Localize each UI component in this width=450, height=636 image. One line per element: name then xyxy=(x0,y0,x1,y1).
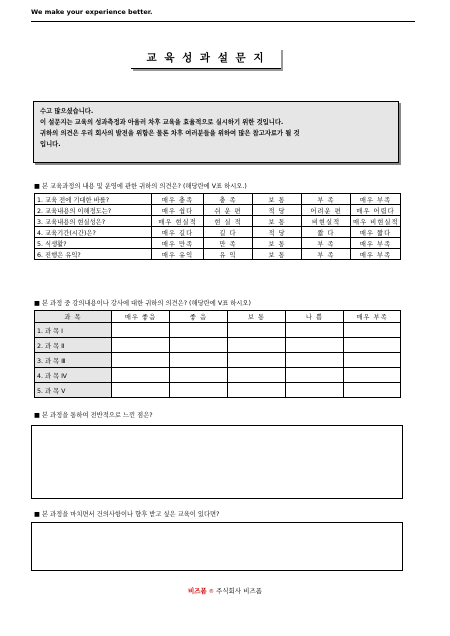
question-label: 4. 교육기간(시간)은? xyxy=(35,227,152,238)
brand-logo: 비즈폼 xyxy=(187,587,207,595)
rating-checkbox-cell[interactable] xyxy=(112,338,170,353)
greeting-line: 이 설문지는 교육의 성과측정과 아울러 차후 교육을 효율적으로 실시하기 위한 것입니다. xyxy=(40,119,284,126)
rating-option-cell[interactable]: 보 통 xyxy=(253,194,302,205)
question-label: 5. 식생활? xyxy=(35,238,152,249)
rating-option-cell[interactable]: 보 통 xyxy=(253,249,302,260)
rating-checkbox-cell[interactable] xyxy=(228,383,286,398)
rating-option-cell[interactable]: 매우 쉽다 xyxy=(152,205,204,216)
evaluation-row xyxy=(35,216,401,227)
rating-checkbox-cell[interactable] xyxy=(344,338,401,353)
rating-option-cell[interactable]: 길 다 xyxy=(204,227,253,238)
rating-option-cell[interactable]: 매우 어렵다 xyxy=(351,205,401,216)
section2-heading: ■ 본 과정 중 강의내용이나 강사에 대한 귀하의 의견은? (해당란에 V표 하시오) xyxy=(34,300,251,307)
rating-checkbox-cell[interactable] xyxy=(228,368,286,383)
subject-row xyxy=(35,338,401,353)
rating-option-cell[interactable]: 매우 부족 xyxy=(351,249,401,260)
question-label: 6. 진행은 유익? xyxy=(35,249,152,260)
rating-option-cell[interactable]: 보 통 xyxy=(253,216,302,227)
question-label: 3. 교육내용의 현실성은? xyxy=(35,216,152,227)
rating-option-cell[interactable]: 현 실 적 xyxy=(204,216,253,227)
rating-checkbox-cell[interactable] xyxy=(112,383,170,398)
rating-checkbox-cell[interactable] xyxy=(228,338,286,353)
subject-row xyxy=(35,323,401,338)
section3-heading: ■ 본 과정을 통하여 전반적으로 느낀 점은? xyxy=(34,412,153,419)
rating-checkbox-cell[interactable] xyxy=(228,353,286,368)
rating-option-cell[interactable]: 부 족 xyxy=(302,238,351,249)
subject-label: 4. 과 목 Ⅳ xyxy=(35,368,112,383)
rating-checkbox-cell[interactable] xyxy=(112,368,170,383)
rating-option-cell[interactable]: 보 통 xyxy=(253,238,302,249)
section4-heading: ■ 본 과정을 마치면서 건의사항이나 향후 받고 싶은 교육이 있다면? xyxy=(34,511,220,518)
subject-label: 3. 과 목 Ⅲ xyxy=(35,353,112,368)
evaluation-row xyxy=(35,205,401,216)
suggestion-answer-box[interactable] xyxy=(31,522,403,571)
registered-mark-icon: ® xyxy=(208,589,214,595)
subject-row xyxy=(35,368,401,383)
header-divider xyxy=(31,21,415,22)
greeting-line: 입니다. xyxy=(40,141,61,148)
evaluation-row xyxy=(35,194,401,205)
question-label: 2. 교육내용의 이해정도는? xyxy=(35,205,152,216)
header-subject: 과 목 xyxy=(35,311,112,323)
section1-heading: ■ 본 교육과정의 내용 및 운영에 관한 귀하의 의견은? (해당란에 V표 하시오.) xyxy=(34,183,247,190)
overall-impression-answer-box[interactable] xyxy=(31,425,403,499)
rating-option-cell[interactable]: 매우 유익 xyxy=(152,249,204,260)
rating-option-cell[interactable]: 매우 비현실적 xyxy=(351,216,401,227)
subject-label: 2. 과 목 Ⅱ xyxy=(35,338,112,353)
rating-checkbox-cell[interactable] xyxy=(286,338,344,353)
rating-option-cell[interactable]: 매우 부족 xyxy=(351,194,401,205)
rating-checkbox-cell[interactable] xyxy=(170,383,228,398)
evaluation-row xyxy=(35,238,401,249)
rating-option-cell[interactable]: 어려운 편 xyxy=(302,205,351,216)
rating-checkbox-cell[interactable] xyxy=(286,353,344,368)
subject-row xyxy=(35,383,401,398)
rating-option-cell[interactable]: 매우 길다 xyxy=(152,227,204,238)
header-very-good: 매우 좋음 xyxy=(112,311,170,323)
rating-checkbox-cell[interactable] xyxy=(170,368,228,383)
rating-checkbox-cell[interactable] xyxy=(286,323,344,338)
header-average: 보 통 xyxy=(228,311,286,323)
rating-checkbox-cell[interactable] xyxy=(170,338,228,353)
rating-option-cell[interactable]: 매우 부족 xyxy=(351,238,401,249)
rating-checkbox-cell[interactable] xyxy=(228,323,286,338)
rating-checkbox-cell[interactable] xyxy=(112,353,170,368)
rating-option-cell[interactable]: 쉬 운 편 xyxy=(204,205,253,216)
greeting-line: 수고 많으셨습니다. xyxy=(40,108,94,115)
company-name: 주식회사 비즈폼 xyxy=(215,587,263,595)
evaluation-row xyxy=(35,249,401,260)
rating-checkbox-cell[interactable] xyxy=(344,368,401,383)
rating-checkbox-cell[interactable] xyxy=(286,368,344,383)
question-label: 1. 교육 전에 기대한 바를? xyxy=(35,194,152,205)
rating-checkbox-cell[interactable] xyxy=(170,323,228,338)
rating-checkbox-cell[interactable] xyxy=(112,323,170,338)
header-bad: 나 쁨 xyxy=(286,311,344,323)
evaluation-row xyxy=(35,227,401,238)
rating-option-cell[interactable]: 적 당 xyxy=(253,227,302,238)
greeting-line: 귀하의 의견은 우리 회사의 발전을 위함은 물론 차후 여러분들을 위하여 많은 참고자료가 될 것 xyxy=(40,130,300,137)
rating-checkbox-cell[interactable] xyxy=(286,383,344,398)
tagline: We make your experience better. xyxy=(31,8,153,16)
rating-checkbox-cell[interactable] xyxy=(170,353,228,368)
instructor-evaluation-table xyxy=(34,310,401,398)
page-title: 교 육 성 과 설 문 지 xyxy=(131,48,281,69)
rating-option-cell[interactable]: 만 족 xyxy=(204,238,253,249)
rating-option-cell[interactable]: 부 족 xyxy=(302,194,351,205)
rating-checkbox-cell[interactable] xyxy=(344,353,401,368)
rating-option-cell[interactable]: 충 족 xyxy=(204,194,253,205)
header-good: 좋 음 xyxy=(170,311,228,323)
subject-label: 5. 과 목 Ⅴ xyxy=(35,383,112,398)
rating-option-cell[interactable]: 매우 짧다 xyxy=(351,227,401,238)
subject-label: 1. 과 목 Ⅰ xyxy=(35,323,112,338)
rating-option-cell[interactable]: 비현실적 xyxy=(302,216,351,227)
header-very-poor: 매우 부족 xyxy=(344,311,401,323)
rating-option-cell[interactable]: 적 당 xyxy=(253,205,302,216)
rating-option-cell[interactable]: 유 익 xyxy=(204,249,253,260)
subject-row xyxy=(35,353,401,368)
greeting-box xyxy=(33,101,399,163)
rating-option-cell[interactable]: 매우 충족 xyxy=(152,194,204,205)
footer xyxy=(0,586,450,595)
rating-option-cell[interactable]: 매우 만족 xyxy=(152,238,204,249)
rating-checkbox-cell[interactable] xyxy=(344,323,401,338)
rating-option-cell[interactable]: 부 족 xyxy=(302,249,351,260)
rating-option-cell[interactable]: 매우 현실적 xyxy=(152,216,204,227)
rating-checkbox-cell[interactable] xyxy=(344,383,401,398)
course-evaluation-table xyxy=(34,193,401,260)
rating-option-cell[interactable]: 짧 다 xyxy=(302,227,351,238)
